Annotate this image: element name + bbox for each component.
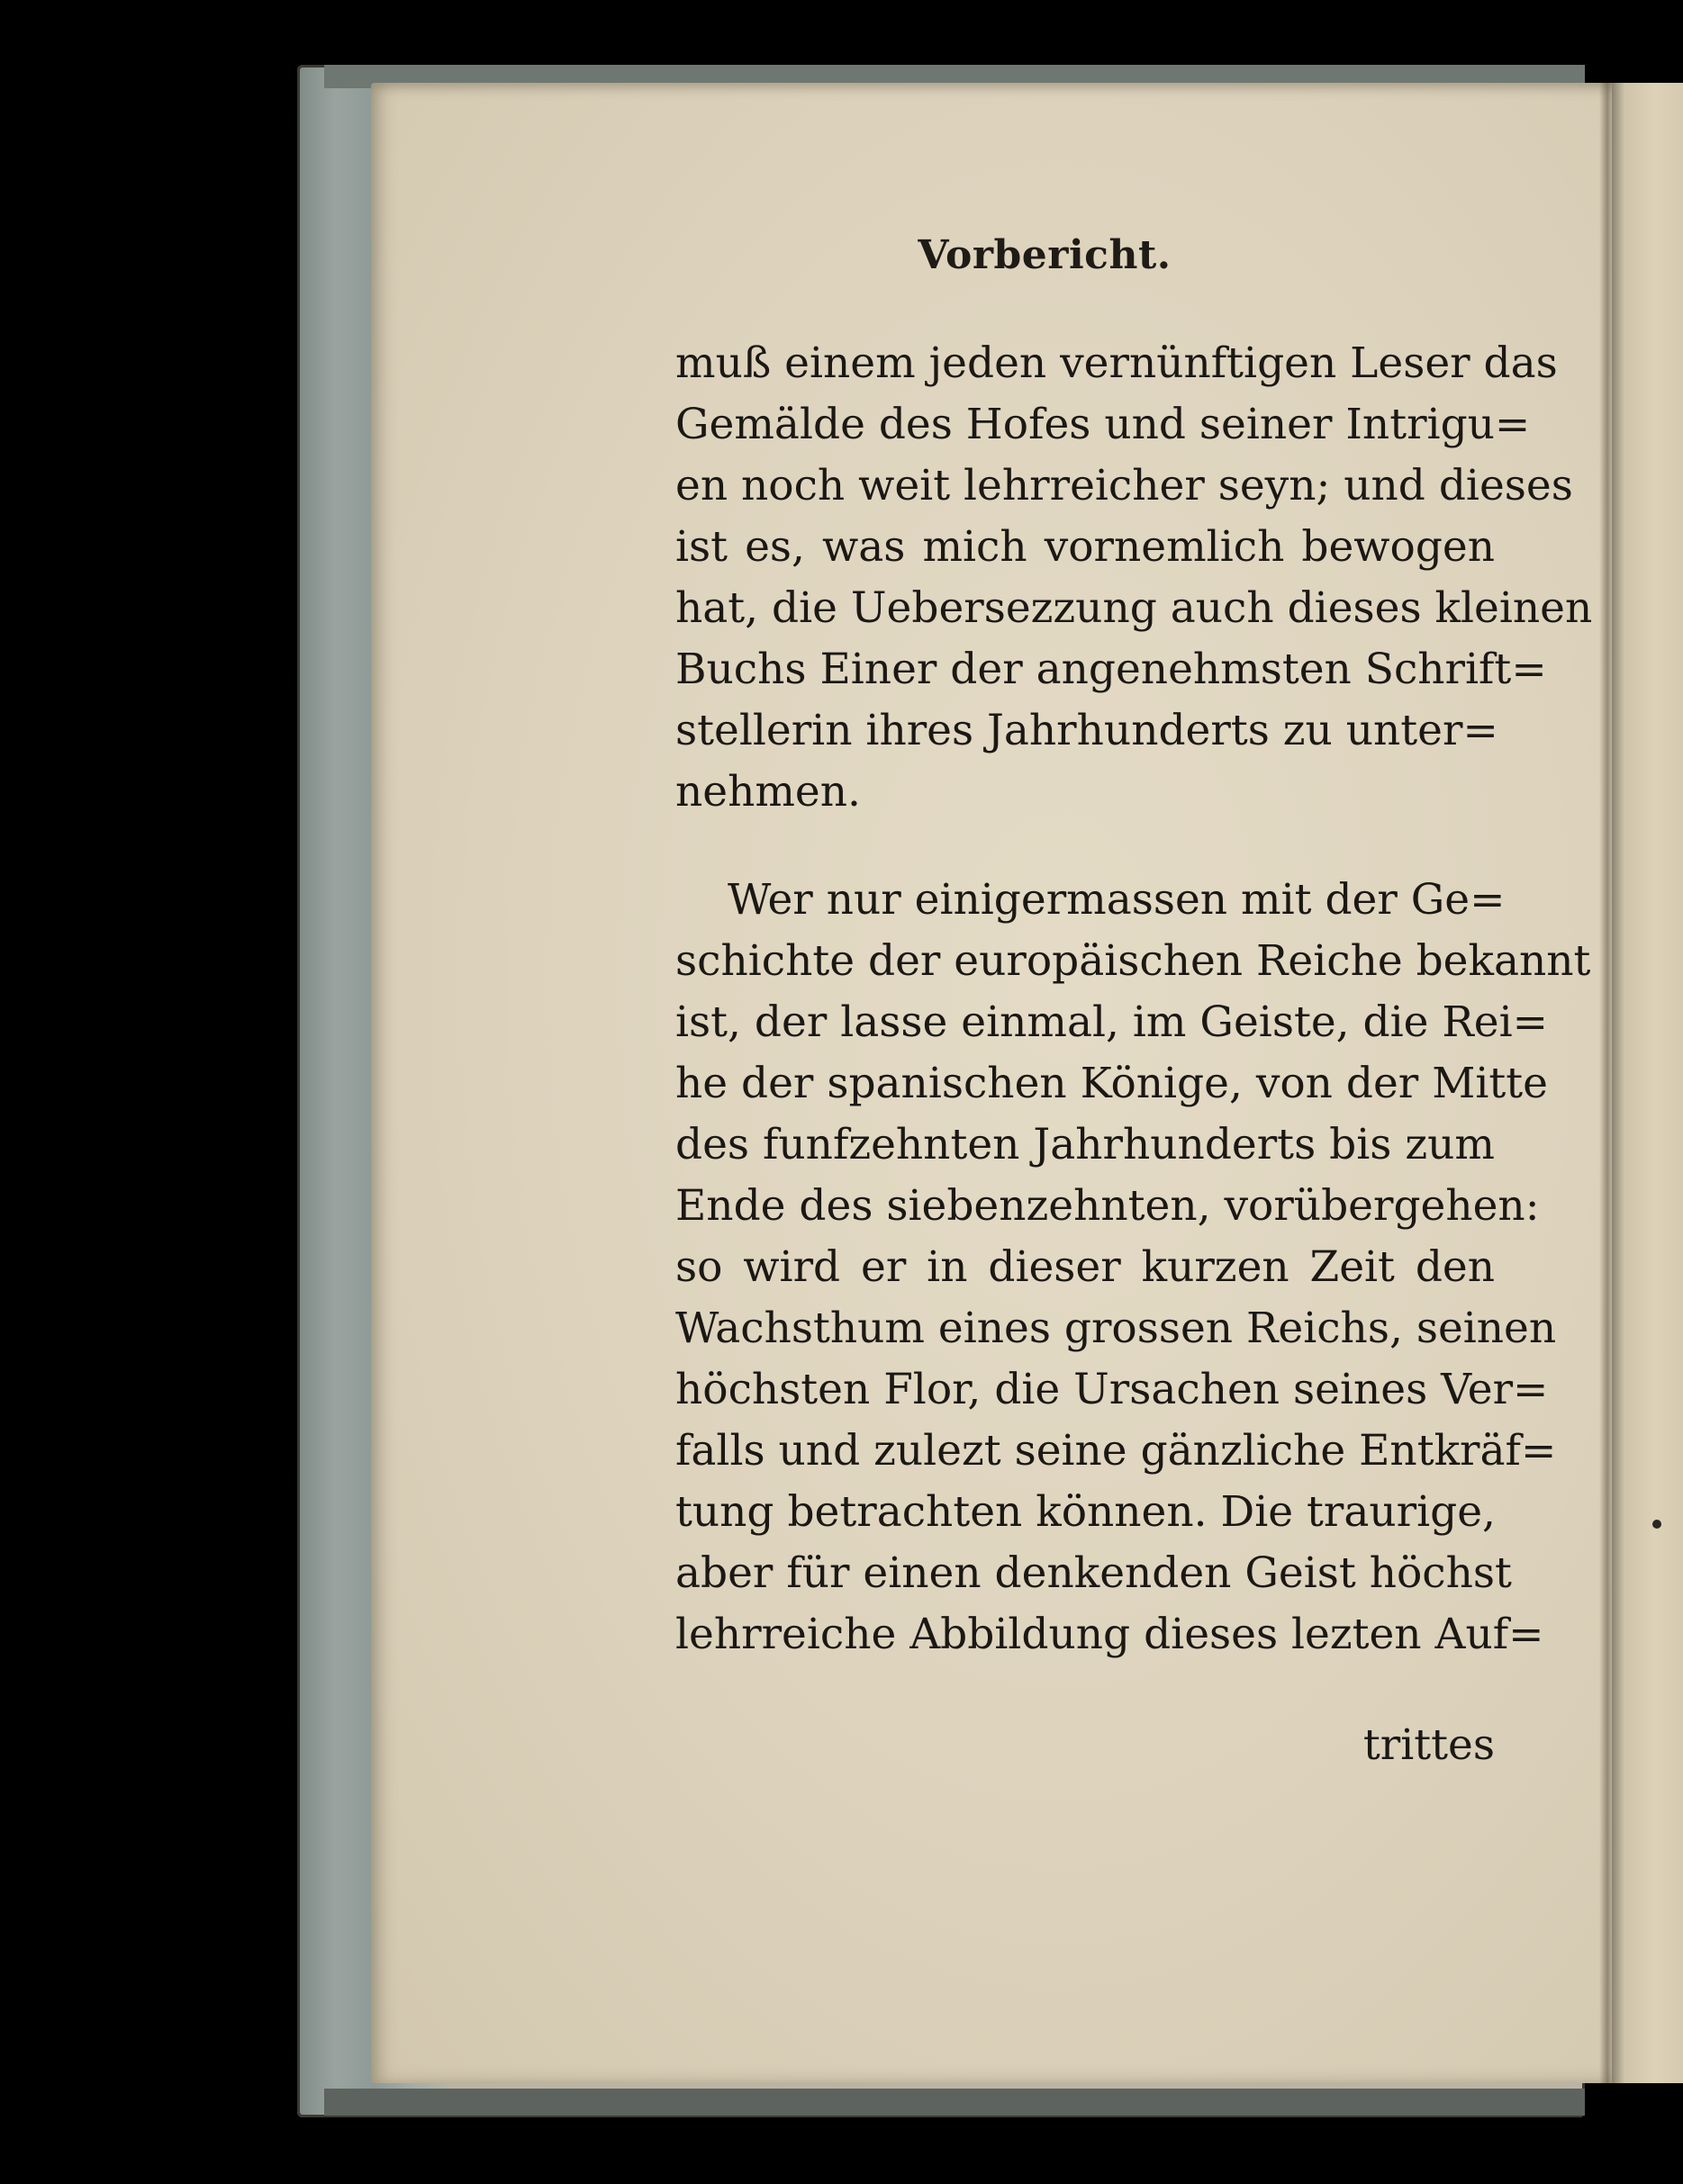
text-line: schichte der europäischen Reiche bekannt [675, 936, 1591, 986]
running-head: Vorbericht. [918, 232, 1172, 278]
text-line: aber für einen denkenden Geist höchst [675, 1548, 1512, 1598]
text-line: he der spanischen Könige, von der Mitte [675, 1059, 1548, 1108]
facing-page-edge [1612, 83, 1683, 2083]
text-line: en noch weit lehrreicher seyn; und dieses [675, 461, 1573, 510]
catchword: trittes [1362, 1720, 1495, 1770]
book-cover-bottom-edge [324, 2089, 1585, 2116]
text-line: Buchs Einer der angenehmsten Schrift= [675, 645, 1547, 694]
text-line-indented: Wer nur einigermassen mit der Ge= [728, 875, 1506, 925]
body-text [675, 333, 1593, 1665]
text-line: Wachsthum eines grossen Reichs, seinen [675, 1304, 1557, 1353]
paragraph-gap [675, 823, 1495, 870]
text-line: Gemälde des Hofes und seiner Intrigu= [675, 400, 1531, 449]
text-line: nehmen. [675, 767, 861, 817]
text-line: tung betrachten können. Die traurige, [675, 1487, 1496, 1537]
text-line: Ende des siebenzehnten, vorübergehen: [675, 1181, 1540, 1231]
text-line: ist es, was mich vornemlich bewogen [675, 522, 1495, 572]
text-line: höchsten Flor, die Ursachen seines Ver= [675, 1365, 1549, 1414]
text-line: hat, die Uebersezzung auch dieses kleinen [675, 583, 1593, 633]
text-line: stellerin ihres Jahrhunderts zu unter= [675, 706, 1498, 755]
text-line: falls und zulezt seine gänzliche Entkräf= [675, 1426, 1557, 1476]
text-line: muß einem jeden vernünftigen Leser das [675, 338, 1558, 388]
text-line: ist, der lasse einmal, im Geiste, die Rei= [675, 997, 1549, 1047]
text-line: des funfzehnten Jahrhunderts bis zum [675, 1120, 1495, 1169]
facing-page-mark [1652, 1520, 1661, 1529]
text-line: so wird er in dieser kurzen Zeit den [675, 1242, 1495, 1292]
text-line: lehrreiche Abbildung dieses lezten Auf= [675, 1610, 1544, 1659]
